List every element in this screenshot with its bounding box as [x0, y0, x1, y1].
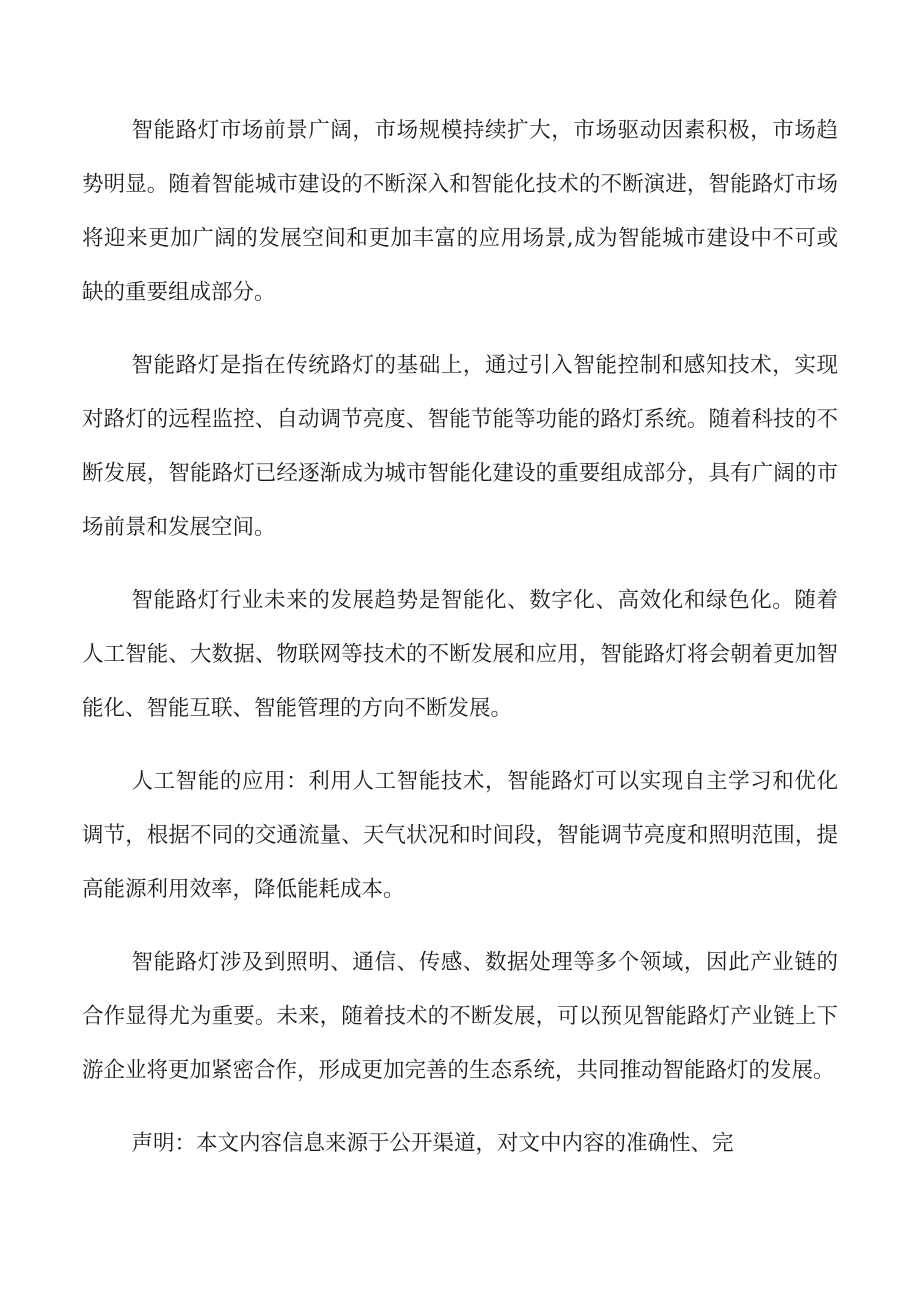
document-body	[82, 104, 838, 1190]
paragraph-ai-application: 人工智能的应用：利用人工智能技术，智能路灯可以实现自主学习和优化调节，根据不同的交通流量、天气状况和时间段，智能调节亮度和照明范围，提高能源利用效率，降低能耗成本。	[82, 769, 838, 902]
paragraph-disclaimer: 声明：本文内容信息来源于公开渠道，对文中内容的准确性、完	[131, 1131, 734, 1156]
paragraph-definition: 智能路灯是指在传统路灯的基础上，通过引入智能控制和感知技术，实现对路灯的远程监控、自动调节亮度、智能节能等功能的路灯系统。随着科技的不断发展，智能路灯已经逐渐成为城市智能化建设的重要组成部分，具有广阔的市场前景和发展空间。	[82, 353, 838, 540]
paragraph-future-trends: 智能路灯行业未来的发展趋势是智能化、数字化、高效化和绿色化。随着人工智能、大数据、物联网等技术的不断发展和应用，智能路灯将会朝着更加智能化、智能互联、智能管理的方向不断发展。	[82, 588, 838, 721]
paragraph-industry-chain: 智能路灯涉及到照明、通信、传感、数据处理等多个领域，因此产业链的合作显得尤为重要。未来，随着技术的不断发展，可以预见智能路灯产业链上下游企业将更加紧密合作，形成更加完善的生态系统，共同推动智能路灯的发展。	[82, 950, 838, 1083]
paragraph-market-outlook: 智能路灯市场前景广阔，市场规模持续扩大，市场驱动因素积极，市场趋势明显。随着智能城市建设的不断深入和智能化技术的不断演进，智能路灯市场将迎来更加广阔的发展空间和更加丰富的应用场景,成为智能城市建设中不可或缺的重要组成部分。	[82, 118, 838, 305]
